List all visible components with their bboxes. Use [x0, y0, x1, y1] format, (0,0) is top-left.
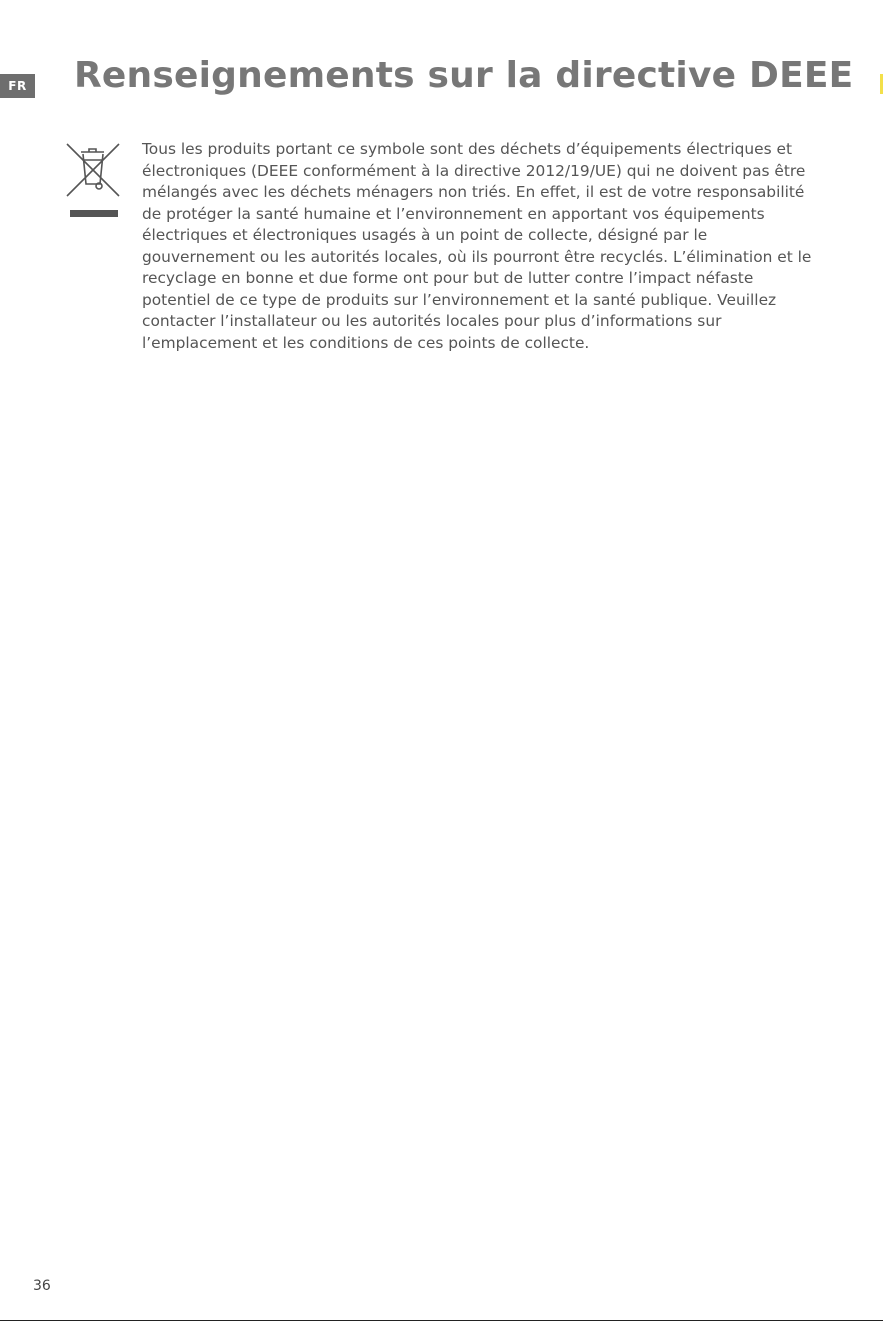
weee-body-text: Tous les produits portant ce symbole sont des déchets d’équipements électriques et électroniques (DEEE conformément à la directive 2012/19/UE) qui ne doivent pas être mélangés avec les déchets ménagers non triés. En effet, il est de votre responsabilité de protéger la santé humaine et l’environnement en apportant vos équipements électriques et électroniques usagés à un point de collecte, désigné par le gouvernement ou les autorités locales, où ils pourront être recyclés. L’élimination et le recyclage en bonne et due forme ont pour but de lutter contre l’impact néfaste potentiel de ce type de produits sur l’environnement et la santé publique. Veuillez contacter l’installateur ou les autorités locales pour plus d’informations sur l’emplacement et les conditions de ces points de collecte. — [142, 140, 812, 352]
crossed-out-wheeled-bin-icon — [64, 141, 122, 221]
language-badge: FR — [0, 74, 35, 98]
bottom-divider — [0, 1320, 883, 1321]
page-number: 36 — [33, 1278, 51, 1294]
page-title: Renseignements sur la directive DEEE — [74, 55, 854, 96]
